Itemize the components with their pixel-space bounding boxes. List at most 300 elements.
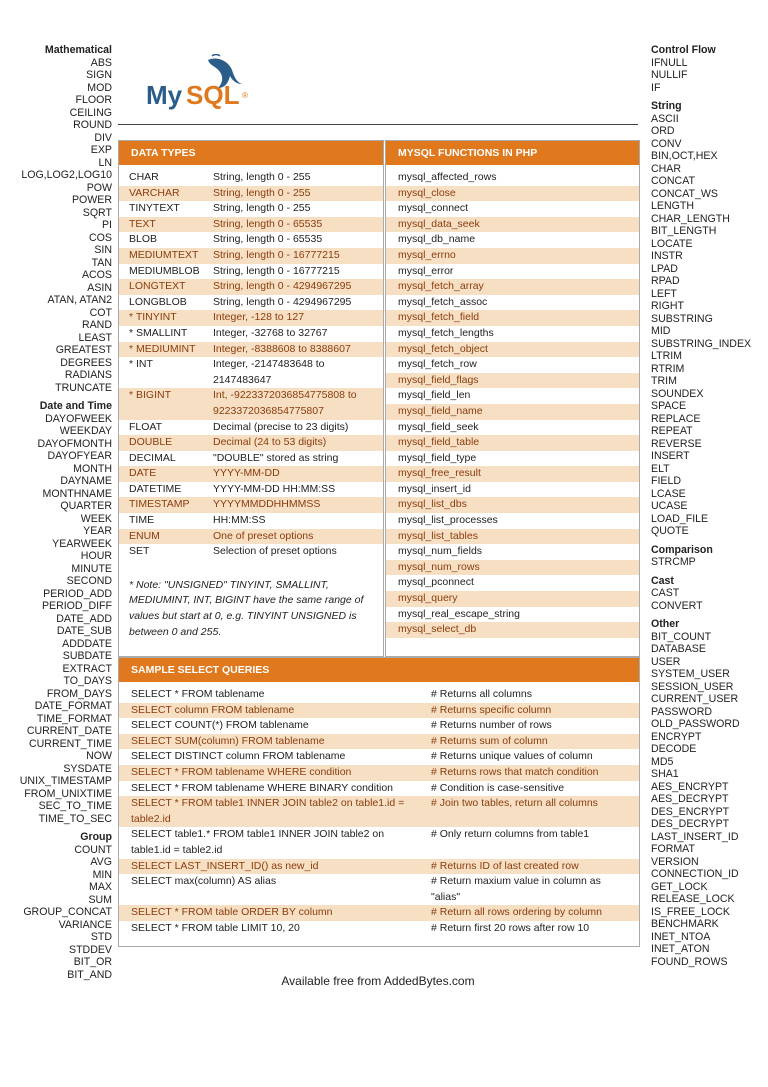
function-name: LOG,LOG2,LOG10 xyxy=(21,169,112,181)
list-item xyxy=(386,248,639,264)
function-name: LEFT xyxy=(651,287,677,300)
function-name: LN xyxy=(98,156,112,169)
function-name: GROUP_CONCAT xyxy=(23,906,112,918)
function-name: LENGTH xyxy=(651,200,694,212)
data-type-name: * SMALLINT xyxy=(129,326,188,339)
function-name: GET_LOCK xyxy=(651,880,708,893)
table-row xyxy=(119,201,383,217)
table-row xyxy=(119,859,639,875)
data-type-name: * BIGINT xyxy=(129,389,172,402)
table-row xyxy=(119,170,383,186)
query-comment: # Returns sum of column xyxy=(431,734,548,747)
query-comment: # Returns all columns xyxy=(431,688,532,700)
function-name: PERIOD_DIFF xyxy=(41,600,112,612)
table-row xyxy=(119,703,639,719)
query-comment: # Join two tables, return all columns xyxy=(431,797,598,810)
function-name: SYSDATE xyxy=(63,762,112,775)
php-function-name: mysql_list_dbs xyxy=(398,498,467,511)
list-item xyxy=(386,560,639,576)
section-heading: Cast xyxy=(651,574,674,587)
table-row xyxy=(119,232,383,248)
function-name: PASSWORD xyxy=(651,705,713,718)
table-row xyxy=(119,796,639,827)
function-name: VARIANCE xyxy=(58,918,112,931)
php-function-name: mysql_errno xyxy=(398,248,456,261)
function-name: ROUND xyxy=(73,119,112,131)
data-type-name: * MEDIUMINT xyxy=(129,342,196,355)
function-name: COUNT xyxy=(74,843,112,856)
list-item xyxy=(386,326,639,342)
svg-text:®: ® xyxy=(242,91,248,100)
table-row xyxy=(119,435,383,451)
function-name: DATABASE xyxy=(651,643,706,655)
data-type-description: String, length 0 - 65535 xyxy=(213,233,323,246)
function-name: POWER xyxy=(71,194,112,206)
function-name: AVG xyxy=(90,856,112,868)
function-name: SIGN xyxy=(86,69,112,81)
data-type-description: Integer, -32768 to 32767 xyxy=(213,326,328,339)
data-types-note: * Note: "UNSIGNED" TINYINT, SMALLINT, MEDIUMINT, INT, BIGINT have the same range of values but start at 0, e.g. TINYINT UNSIGNED is between 0 and 255. xyxy=(129,578,364,638)
select-queries-panel xyxy=(118,657,640,947)
query-text: SELECT LAST_INSERT_ID() as new_id xyxy=(131,859,319,872)
query-comment: # Returns specific column xyxy=(431,703,552,716)
section-heading: Group xyxy=(80,831,112,843)
function-name: USER xyxy=(651,655,681,668)
list-item xyxy=(386,622,639,638)
function-name: RELEASE_LOCK xyxy=(651,893,735,905)
table-row xyxy=(119,687,639,703)
list-item xyxy=(386,482,639,498)
function-name: MOD xyxy=(87,81,112,94)
list-item xyxy=(386,435,639,451)
function-name: CONV xyxy=(651,137,682,150)
function-name: DAYOFMONTH xyxy=(37,437,112,450)
php-function-name: mysql_list_tables xyxy=(398,529,478,542)
table-row xyxy=(119,734,639,750)
data-type-description: String, length 0 - 65535 xyxy=(213,217,323,230)
list-item xyxy=(386,201,639,217)
table-row xyxy=(119,186,383,202)
table-row xyxy=(119,718,639,734)
data-type-name: TINYTEXT xyxy=(129,202,180,215)
query-text: SELECT SUM(column) FROM tablename xyxy=(131,734,325,747)
php-function-name: mysql_fetch_assoc xyxy=(398,295,488,308)
function-name: REVERSE xyxy=(651,437,702,450)
function-name: PI xyxy=(101,219,112,231)
function-name: FOUND_ROWS xyxy=(651,955,728,968)
php-function-name: mysql_field_name xyxy=(398,404,483,417)
php-function-name: mysql_close xyxy=(398,186,456,199)
function-name: DAYOFWEEK xyxy=(45,412,112,425)
php-function-name: mysql_error xyxy=(398,264,454,277)
query-comment: # Returns rows that match condition xyxy=(431,765,599,778)
data-type-description: String, length 0 - 255 xyxy=(213,186,311,199)
function-name: ELT xyxy=(651,462,670,475)
data-types-title: DATA TYPES xyxy=(119,141,383,165)
query-comment: # Return first 20 rows after row 10 xyxy=(431,921,590,934)
data-type-description: String, length 0 - 255 xyxy=(213,202,311,215)
function-name: CONVERT xyxy=(651,599,703,612)
function-name: YEAR xyxy=(83,525,112,537)
function-name: UNIX_TIMESTAMP xyxy=(19,775,112,787)
function-name: DATE_FORMAT xyxy=(34,700,112,712)
function-name: BIN,OCT,HEX xyxy=(651,150,718,162)
function-name: FLOOR xyxy=(75,94,112,106)
function-name: STD xyxy=(90,931,112,943)
function-name: RPAD xyxy=(651,275,680,287)
function-name: DATE_SUB xyxy=(56,625,112,637)
query-text: SELECT COUNT(*) FROM tablename xyxy=(131,719,309,732)
function-name: RTRIM xyxy=(651,362,685,375)
php-function-name: mysql_fetch_field xyxy=(398,311,480,324)
data-type-description: YYYY-MM-DD xyxy=(213,467,280,480)
function-name: MAX xyxy=(89,881,112,893)
data-type-description: String, length 0 - 16777215 xyxy=(213,248,340,261)
data-type-description: String, length 0 - 4294967295 xyxy=(213,295,352,308)
function-name: REPEAT xyxy=(651,425,693,437)
php-functions-list xyxy=(386,165,639,638)
list-item xyxy=(386,497,639,513)
function-name: PERIOD_ADD xyxy=(43,587,112,600)
list-item xyxy=(386,310,639,326)
section-heading: Comparison xyxy=(651,543,713,556)
function-name: TRUNCATE xyxy=(55,381,112,394)
query-comment: # Return maxium value in column as "alias" xyxy=(431,875,601,903)
list-item xyxy=(386,217,639,233)
list-item xyxy=(386,607,639,623)
query-comment: # Returns ID of last created row xyxy=(431,859,579,872)
query-text: SELECT * FROM tablename xyxy=(131,688,265,700)
function-name: LAST_INSERT_ID xyxy=(651,830,739,843)
function-name: CONCAT xyxy=(651,175,695,187)
data-type-name: DOUBLE xyxy=(129,436,173,449)
query-comment: # Condition is case-sensitive xyxy=(431,781,565,794)
php-function-name: mysql_field_type xyxy=(398,451,477,464)
data-type-name: DATETIME xyxy=(129,482,182,495)
query-text: SELECT max(column) AS alias xyxy=(131,875,277,888)
dolphin-icon xyxy=(146,54,256,110)
data-type-description: String, length 0 - 4294967295 xyxy=(213,280,352,293)
data-type-name: TIMESTAMP xyxy=(129,498,190,511)
function-name: IS_FREE_LOCK xyxy=(651,905,730,918)
list-item xyxy=(386,357,639,373)
table-row xyxy=(119,279,383,295)
function-name: MONTH xyxy=(73,462,112,475)
svg-text:SQL: SQL xyxy=(186,80,240,110)
function-name: WEEK xyxy=(80,512,112,525)
query-comment: # Returns number of rows xyxy=(431,719,552,732)
function-name: LPAD xyxy=(651,262,678,275)
data-type-name: VARCHAR xyxy=(129,186,180,199)
list-item xyxy=(386,529,639,545)
php-function-name: mysql_insert_id xyxy=(398,482,471,495)
function-name: GREATEST xyxy=(55,344,112,356)
php-function-name: mysql_affected_rows xyxy=(398,171,497,183)
function-name: TO_DAYS xyxy=(63,675,112,687)
function-name: CURRENT_TIME xyxy=(29,737,112,750)
table-row xyxy=(119,905,639,921)
list-item xyxy=(386,466,639,482)
function-name: TRIM xyxy=(651,375,677,387)
php-function-name: mysql_num_fields xyxy=(398,545,483,558)
function-name: ASCII xyxy=(651,112,679,125)
function-name: BIT_AND xyxy=(67,968,112,981)
section-heading: Mathematical xyxy=(44,44,112,56)
function-name: DAYNAME xyxy=(60,475,112,487)
function-name: ATAN, ATAN2 xyxy=(47,294,112,306)
data-type-name: CHAR xyxy=(129,171,159,183)
data-type-description: Integer, -128 to 127 xyxy=(213,311,305,324)
svg-text:My: My xyxy=(146,80,183,110)
table-row xyxy=(119,497,383,513)
table-row xyxy=(119,264,383,280)
list-item xyxy=(386,279,639,295)
php-function-name: mysql_field_len xyxy=(398,389,471,402)
function-name: CAST xyxy=(651,587,680,599)
function-name: ACOS xyxy=(81,269,112,281)
data-type-description: String, length 0 - 255 xyxy=(213,171,311,183)
function-name: BIT_COUNT xyxy=(651,630,712,643)
header-divider xyxy=(118,124,638,125)
function-name: HOUR xyxy=(80,550,112,562)
function-name: MONTHNAME xyxy=(42,487,112,500)
php-function-name: mysql_select_db xyxy=(398,623,477,636)
function-name: EXP xyxy=(90,144,112,156)
function-name: SOUNDEX xyxy=(651,387,704,400)
data-type-name: LONGTEXT xyxy=(129,280,186,293)
function-name: LTRIM xyxy=(651,350,682,362)
data-type-description: YYYYMMDDHHMMSS xyxy=(213,498,321,511)
function-name: SECOND xyxy=(66,575,112,587)
function-name: BIT_OR xyxy=(73,956,112,968)
function-name: SIN xyxy=(94,244,112,256)
function-name: DEGREES xyxy=(60,356,112,369)
table-row xyxy=(119,248,383,264)
query-comment: # Returns unique values of column xyxy=(431,750,593,763)
list-item xyxy=(386,388,639,404)
php-function-name: mysql_list_processes xyxy=(398,514,498,527)
function-name: UCASE xyxy=(651,500,688,512)
data-type-description: Decimal (24 to 53 digits) xyxy=(213,436,327,449)
table-row xyxy=(119,827,639,858)
data-type-name: MEDIUMBLOB xyxy=(129,264,200,277)
query-text: SELECT * FROM table1 INNER JOIN table2 on table1.id = table2.id xyxy=(131,797,405,825)
data-type-description: HH:MM:SS xyxy=(213,514,266,527)
data-type-description: Decimal (precise to 23 digits) xyxy=(213,420,349,433)
data-type-name: FLOAT xyxy=(129,420,163,433)
table-row xyxy=(119,749,639,765)
php-function-name: mysql_pconnect xyxy=(398,576,474,589)
function-name: SEC_TO_TIME xyxy=(38,800,112,812)
data-type-name: TIME xyxy=(129,514,155,527)
list-item xyxy=(386,451,639,467)
php-function-name: mysql_num_rows xyxy=(398,560,480,573)
function-name: SUBSTRING xyxy=(651,312,713,325)
data-type-description: String, length 0 - 16777215 xyxy=(213,264,340,277)
function-name: ADDDATE xyxy=(62,637,112,650)
data-type-description: Selection of preset options xyxy=(213,545,337,558)
function-name: FORMAT xyxy=(651,843,695,855)
table-row xyxy=(119,921,639,937)
php-function-name: mysql_field_seek xyxy=(398,420,479,433)
function-name: DES_DECRYPT xyxy=(651,818,730,830)
function-name: RIGHT xyxy=(651,300,684,312)
function-name: MID xyxy=(651,325,671,337)
query-comment: # Only return columns from table1 xyxy=(431,828,590,841)
php-function-name: mysql_fetch_object xyxy=(398,342,488,355)
php-function-name: mysql_free_result xyxy=(398,467,481,480)
function-name: LOAD_FILE xyxy=(651,512,709,525)
function-name: BIT_LENGTH xyxy=(651,225,717,237)
query-text: SELECT column FROM tablename xyxy=(131,703,295,716)
data-type-name: * TINYINT xyxy=(129,311,177,324)
function-name: STRCMP xyxy=(651,556,696,568)
function-name: WEEKDAY xyxy=(59,425,112,437)
function-name: MD5 xyxy=(651,755,674,768)
php-functions-panel xyxy=(385,140,640,657)
function-name: NULLIF xyxy=(651,69,688,81)
function-name: DECODE xyxy=(651,743,697,755)
function-name: SUBDATE xyxy=(62,650,112,662)
function-name: FROM_UNIXTIME xyxy=(24,787,112,800)
function-name: CURRENT_USER xyxy=(651,693,739,705)
function-name: CURRENT_DATE xyxy=(26,725,112,737)
select-queries-table xyxy=(119,682,639,937)
data-type-name: DATE xyxy=(129,467,157,480)
function-name: STDDEV xyxy=(69,943,112,956)
table-row xyxy=(119,544,383,560)
data-type-description: Integer, -2147483648 to 2147483647 xyxy=(213,358,325,386)
php-function-name: mysql_connect xyxy=(398,202,469,215)
data-type-description: Integer, -8388608 to 8388607 xyxy=(213,342,351,355)
data-type-name: LONGBLOB xyxy=(129,295,187,308)
query-text: SELECT * FROM tablename WHERE condition xyxy=(131,765,352,778)
php-function-name: mysql_field_table xyxy=(398,436,480,449)
function-name: VERSION xyxy=(651,855,699,868)
function-name: SESSION_USER xyxy=(651,680,734,693)
php-function-name: mysql_data_seek xyxy=(398,217,480,230)
table-row xyxy=(119,765,639,781)
function-name: ORD xyxy=(651,125,675,137)
function-name: DATE_ADD xyxy=(56,612,112,625)
list-item xyxy=(386,186,639,202)
list-item xyxy=(386,170,639,186)
php-function-name: mysql_fetch_row xyxy=(398,358,477,371)
function-name: LEAST xyxy=(78,331,112,344)
select-queries-title: SAMPLE SELECT QUERIES xyxy=(119,658,639,682)
table-row xyxy=(119,529,383,545)
list-item xyxy=(386,513,639,529)
table-row xyxy=(119,482,383,498)
function-name: INET_ATON xyxy=(651,943,710,955)
list-item xyxy=(386,295,639,311)
list-item xyxy=(386,342,639,358)
table-row xyxy=(119,420,383,436)
function-name: LCASE xyxy=(651,487,686,500)
mysql-logo xyxy=(146,54,256,110)
function-name: ABS xyxy=(90,56,112,69)
section-heading: String xyxy=(651,100,682,112)
function-name: SUBSTRING_INDEX xyxy=(651,337,752,350)
function-name: DAYOFYEAR xyxy=(47,450,112,462)
list-item xyxy=(386,591,639,607)
data-type-name: DECIMAL xyxy=(129,451,176,464)
function-name: SHA1 xyxy=(651,768,679,780)
table-row xyxy=(119,388,383,419)
php-function-name: mysql_db_name xyxy=(398,233,476,246)
function-name: COT xyxy=(89,306,112,319)
function-name: NOW xyxy=(86,750,112,762)
function-name: CEILING xyxy=(69,106,112,119)
function-name: SYSTEM_USER xyxy=(651,668,730,680)
query-comment: # Return all rows ordering by column xyxy=(431,906,602,919)
table-row xyxy=(119,326,383,342)
function-name: OLD_PASSWORD xyxy=(651,718,740,730)
function-name: RADIANS xyxy=(64,369,112,381)
table-row xyxy=(119,357,383,388)
section-heading: Other xyxy=(651,618,680,630)
list-item xyxy=(386,420,639,436)
data-type-name: ENUM xyxy=(129,529,160,542)
data-types-panel xyxy=(118,140,384,657)
data-type-description: One of preset options xyxy=(213,529,314,542)
list-item xyxy=(386,575,639,591)
table-row xyxy=(119,217,383,233)
query-text: SELECT * FROM tablename WHERE BINARY condition xyxy=(131,781,394,794)
function-name: AES_DECRYPT xyxy=(651,793,729,805)
data-type-name: MEDIUMTEXT xyxy=(129,248,199,261)
table-row xyxy=(119,295,383,311)
function-name: ENCRYPT xyxy=(651,730,702,743)
table-row xyxy=(119,451,383,467)
function-name: YEARWEEK xyxy=(52,537,112,550)
data-type-description: Int, -9223372036854775808 to 9223372036854775807 xyxy=(213,389,357,417)
list-item xyxy=(386,264,639,280)
section-heading: Control Flow xyxy=(651,44,716,56)
function-name: QUARTER xyxy=(60,500,112,512)
function-name: DIV xyxy=(94,131,112,144)
function-name: RAND xyxy=(81,319,112,331)
data-types-table xyxy=(119,165,383,560)
function-name: CONNECTION_ID xyxy=(651,868,739,880)
function-name: ASIN xyxy=(87,281,112,294)
function-name: INSERT xyxy=(651,450,690,462)
function-name: INSTR xyxy=(651,250,683,262)
php-function-name: mysql_query xyxy=(398,592,458,605)
function-name: SPACE xyxy=(651,400,687,412)
function-name: COS xyxy=(89,231,112,244)
function-name: FIELD xyxy=(651,475,682,487)
php-function-name: mysql_field_flags xyxy=(398,373,479,386)
function-name: DES_ENCRYPT xyxy=(651,805,730,818)
table-row xyxy=(119,466,383,482)
function-name: POW xyxy=(86,181,112,194)
function-name: BENCHMARK xyxy=(651,918,719,930)
function-name: CONCAT_WS xyxy=(651,187,718,200)
function-name: CHAR xyxy=(651,162,682,175)
php-function-name: mysql_fetch_array xyxy=(398,280,484,293)
function-name: TIME_FORMAT xyxy=(36,712,112,725)
function-name: SUM xyxy=(88,893,112,906)
data-type-name: * INT xyxy=(129,358,153,371)
data-type-name: BLOB xyxy=(129,233,158,246)
data-type-name: TEXT xyxy=(129,217,156,230)
function-name: SQRT xyxy=(82,206,112,219)
function-name: INET_NTOA xyxy=(651,930,711,943)
data-type-description: "DOUBLE" stored as string xyxy=(213,451,339,464)
left-function-list xyxy=(14,44,112,981)
function-name: LOCATE xyxy=(651,237,693,250)
